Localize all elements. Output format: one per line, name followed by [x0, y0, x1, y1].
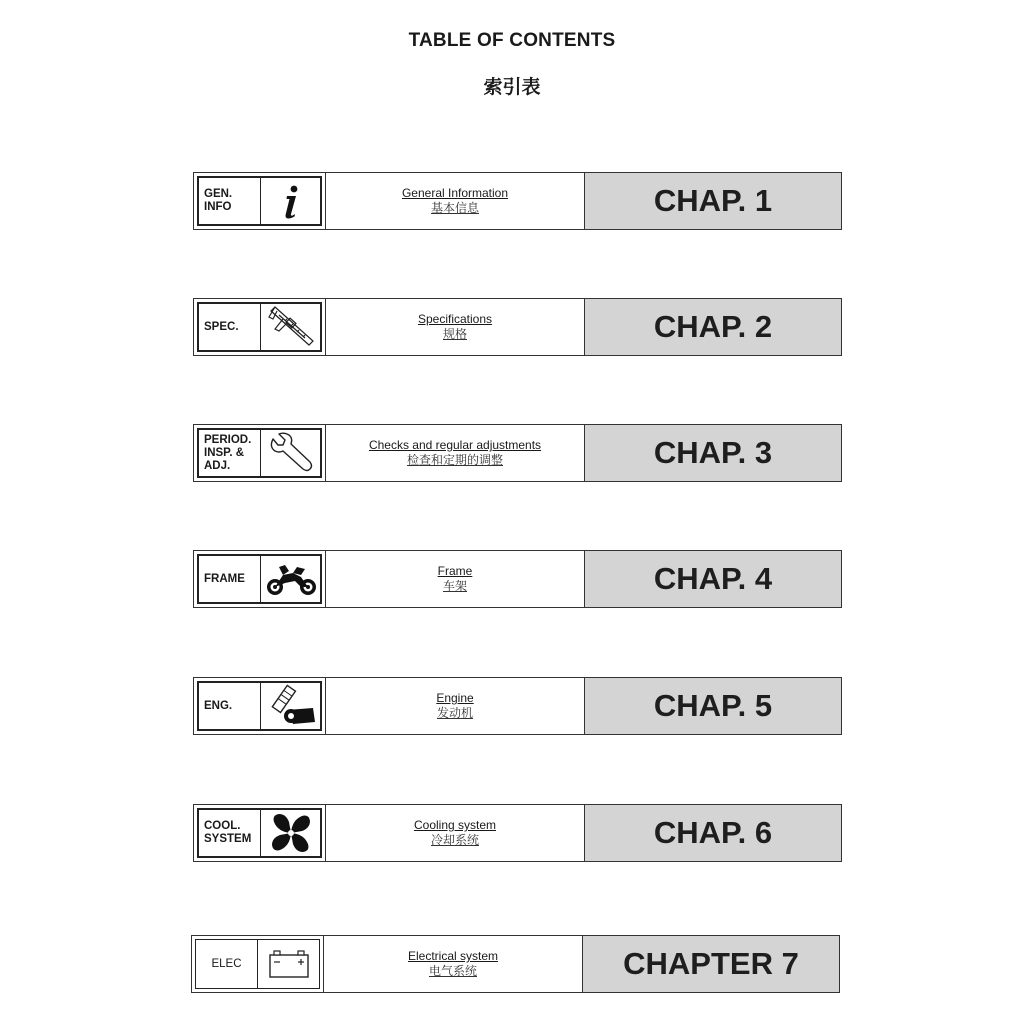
chapter-description — [326, 172, 584, 230]
chapter-abbreviation: PERIOD. INSP. & ADJ. — [199, 430, 261, 476]
chapter-badge — [193, 424, 326, 482]
toc-row-chapter-4[interactable] — [193, 550, 842, 608]
chapter-badge — [193, 804, 326, 862]
chapter-title-zh[interactable]: 基本信息 — [430, 201, 479, 215]
toc-row-chapter-6[interactable] — [193, 804, 842, 862]
chapter-title-en[interactable]: Cooling system — [413, 818, 497, 832]
chapter-title-en[interactable]: Electrical system — [407, 949, 499, 963]
chapter-description — [326, 550, 584, 608]
chapter-badge — [193, 172, 326, 230]
chapter-number[interactable]: CHAP. 5 — [584, 677, 842, 735]
chapter-badge — [191, 935, 324, 993]
chapter-abbreviation: ELEC — [196, 940, 258, 988]
wrench-icon — [261, 430, 320, 476]
chapter-description — [326, 677, 584, 735]
toc-row-chapter-3[interactable] — [193, 424, 842, 482]
motorcycle-icon — [261, 556, 320, 602]
engine-icon — [261, 683, 320, 729]
chapter-badge — [193, 298, 326, 356]
page-subtitle: 索引表 — [483, 76, 541, 98]
toc-row-chapter-5[interactable] — [193, 677, 842, 735]
chapter-title-zh[interactable]: 冷却系统 — [430, 833, 479, 847]
battery-icon — [258, 940, 319, 988]
chapter-badge — [193, 550, 326, 608]
chapter-title-zh[interactable]: 发动机 — [436, 706, 473, 720]
chapter-number[interactable]: CHAP. 2 — [584, 298, 842, 356]
toc-row-chapter-7[interactable] — [191, 935, 840, 993]
chapter-title-zh[interactable]: 规格 — [442, 327, 467, 341]
page-title: TABLE OF CONTENTS — [408, 30, 616, 51]
toc-row-chapter-1[interactable] — [193, 172, 842, 230]
chapter-number[interactable]: CHAP. 6 — [584, 804, 842, 862]
chapter-description — [326, 298, 584, 356]
chapter-title-zh[interactable]: 车架 — [442, 579, 467, 593]
chapter-abbreviation: ENG. — [199, 683, 261, 729]
caliper-icon — [261, 304, 320, 350]
chapter-title-en[interactable]: Specifications — [417, 312, 493, 326]
chapter-badge — [193, 677, 326, 735]
chapter-description — [326, 804, 584, 862]
chapter-number[interactable]: CHAP. 4 — [584, 550, 842, 608]
toc-row-chapter-2[interactable] — [193, 298, 842, 356]
chapter-number[interactable]: CHAP. 1 — [584, 172, 842, 230]
chapter-number[interactable]: CHAPTER 7 — [582, 935, 840, 993]
chapter-abbreviation: FRAME — [199, 556, 261, 602]
chapter-title-zh[interactable]: 电气系统 — [428, 964, 477, 978]
chapter-title-en[interactable]: Frame — [437, 564, 473, 578]
info-icon — [261, 178, 320, 224]
fan-icon — [261, 810, 320, 856]
chapter-number[interactable]: CHAP. 3 — [584, 424, 842, 482]
chapter-abbreviation: COOL. SYSTEM — [199, 810, 261, 856]
chapter-title-zh[interactable]: 检查和定期的调整 — [406, 453, 503, 467]
chapter-title-en[interactable]: General Information — [401, 186, 509, 200]
chapter-title-en[interactable]: Checks and regular adjustments — [368, 438, 542, 452]
chapter-abbreviation: SPEC. — [199, 304, 261, 350]
chapter-title-en[interactable]: Engine — [436, 691, 474, 705]
chapter-description — [324, 935, 582, 993]
chapter-description — [326, 424, 584, 482]
chapter-abbreviation: GEN. INFO — [199, 178, 261, 224]
